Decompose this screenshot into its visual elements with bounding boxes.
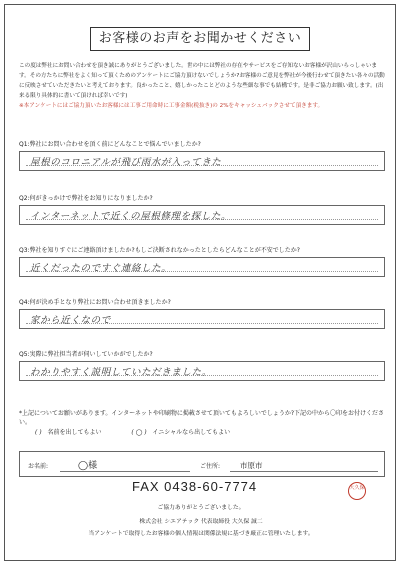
answer-1-text: 屋根のコロニアルが飛び雨水が入ってきた bbox=[30, 157, 222, 168]
page-title: お客様のお声をお聞かせください bbox=[90, 27, 310, 51]
intro-body: この度は弊社にお問い合わせを頂き誠にありがとうございました。世の中には弊社の存在やサービスをご存知ないお客様が沢山いらっしゃいます。その方たちに弊社をよく知って頂くためのアンケートにご協力頂けないでしょうか?お客様のご意見を弊社が今後行わせて頂きたい各々の活動に反映させていただきたいと考えております。良かったこと、嬉しかったことどのような些細な事でも結構です。是非ご協力お願い致します。(出来る限り具体的に書いて頂ければ幸いです) bbox=[19, 63, 385, 99]
survey-sheet bbox=[4, 4, 396, 561]
answer-5-text: わかりやすく説明していただきました。 bbox=[30, 367, 212, 378]
answer-1-box[interactable] bbox=[19, 151, 385, 171]
question-3 bbox=[19, 247, 387, 277]
question-4-label: Q4:何が決め手となり弊社にお問い合わせ頂きましたか? bbox=[19, 299, 171, 306]
option-2-checkbox[interactable]: ( ◯ ) bbox=[131, 429, 147, 436]
question-4 bbox=[19, 299, 387, 329]
closing-thanks: ご協力ありがとうございました。 bbox=[157, 505, 245, 511]
permission-options bbox=[35, 427, 234, 436]
question-2-label: Q2:何がきっかけで弊社をお知りになりましたか? bbox=[19, 195, 153, 202]
signature-box bbox=[19, 451, 385, 477]
answer-4-box[interactable] bbox=[19, 309, 385, 329]
answer-4-text: 家から近くなので bbox=[30, 315, 111, 326]
seal-stamp: 大久保 bbox=[348, 482, 366, 500]
answer-3-box[interactable] bbox=[19, 257, 385, 277]
answer-5-box[interactable] bbox=[19, 361, 385, 381]
privacy-note: 当アンケートで取得したお客様の個人情報は関係法規に基づき厳正に管理いたします。 bbox=[88, 531, 314, 537]
name-label: お名前: bbox=[28, 463, 49, 470]
option-2-label: イニシャルなら出してもよい bbox=[152, 429, 231, 436]
intro-text bbox=[19, 61, 385, 111]
address-value[interactable]: 市原市 bbox=[240, 461, 263, 470]
question-5 bbox=[19, 351, 387, 381]
permission-question: *上記についてお願いがあります。インターネットや印刷物に掲載させて頂いてもよろしいでしょうか?下記の中から〇印をお付けください。 bbox=[19, 410, 385, 426]
question-3-label: Q3:弊社を知りすぐにご連絡頂けましたか?もしご決断されなかったとしたらどんなことが不安でしたか? bbox=[19, 247, 300, 254]
question-5-label: Q5:実際に弊社担当者が伺いしていかがでしたか? bbox=[19, 351, 153, 358]
question-1 bbox=[19, 141, 387, 171]
name-value[interactable]: ◯様 bbox=[78, 461, 98, 471]
answer-2-text: インターネットで近くの屋根修理を探した。 bbox=[30, 211, 232, 222]
question-1-label: Q1:弊社にお問い合わせを頂く前にどんなことで悩んでいましたか? bbox=[19, 141, 201, 148]
option-1-checkbox[interactable]: ( ) bbox=[35, 429, 42, 436]
intro-note: ※本アンケートにはご協力頂いたお客様には工事ご用命時に工事金額(税抜き)の 2%をキャッシュバックさせて頂きます。 bbox=[19, 103, 324, 109]
fax-number: FAX 0438-60-7774 bbox=[132, 479, 258, 494]
option-1-label: 名前を出してもよい bbox=[47, 429, 102, 436]
question-2 bbox=[19, 195, 387, 225]
answer-3-text: 近くだったのですぐ連絡した。 bbox=[30, 263, 172, 274]
company-name: 株式会社 シエアテック 代表取締役 大久保 誠二 bbox=[139, 519, 263, 525]
answer-2-box[interactable] bbox=[19, 205, 385, 225]
address-label: ご住所: bbox=[200, 463, 221, 470]
